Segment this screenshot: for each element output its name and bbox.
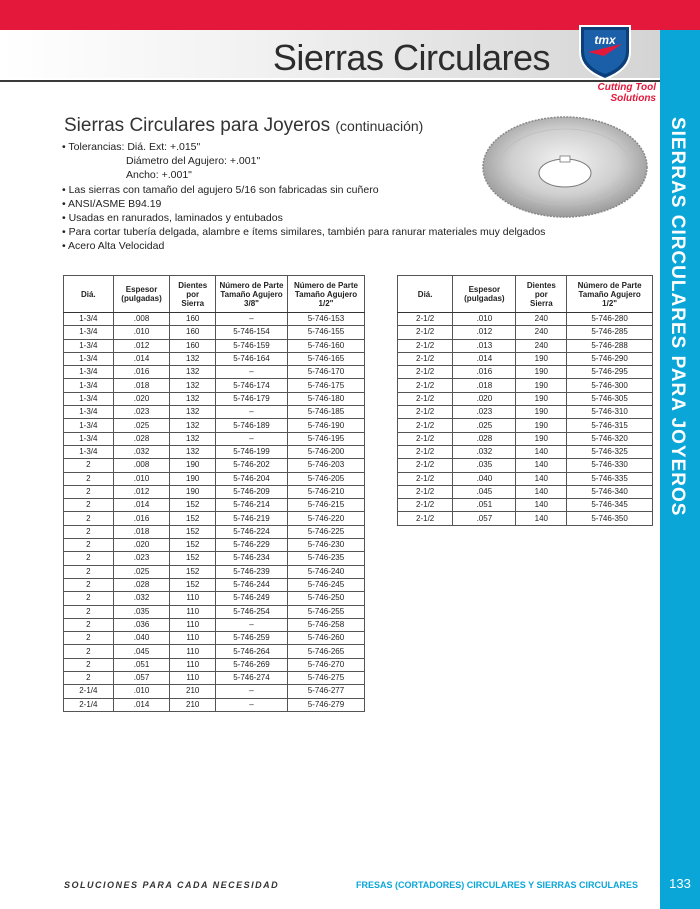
brand-logo bbox=[574, 22, 636, 80]
table-cell: 2 bbox=[64, 605, 114, 618]
table-cell: 190 bbox=[516, 379, 567, 392]
bullet-item: • Usadas en ranurados, laminados y entubados bbox=[62, 212, 283, 225]
table-cell: 160 bbox=[170, 339, 216, 352]
table-cell: 190 bbox=[170, 459, 216, 472]
table-row bbox=[398, 326, 653, 339]
table-cell: 5-746-179 bbox=[216, 392, 288, 405]
table-cell: .016 bbox=[113, 366, 170, 379]
table-cell: 5-746-200 bbox=[287, 445, 364, 458]
table-cell: .028 bbox=[113, 578, 170, 591]
table-cell: .014 bbox=[113, 499, 170, 512]
table-cell: 5-746-290 bbox=[567, 352, 653, 365]
col-header-part-38: Número de Parte Tamaño Agujero 3/8" bbox=[216, 276, 288, 313]
table-cell: 110 bbox=[170, 672, 216, 685]
table-cell: 5-746-335 bbox=[567, 472, 653, 485]
table-cell: 2-1/2 bbox=[398, 326, 453, 339]
table-cell: 5-746-210 bbox=[287, 485, 364, 498]
table-cell: .051 bbox=[113, 658, 170, 671]
table-cell: 5-746-325 bbox=[567, 445, 653, 458]
table-cell: 5-746-154 bbox=[216, 326, 288, 339]
table-cell: – bbox=[216, 313, 288, 326]
table-row bbox=[64, 632, 365, 645]
table-cell: 2 bbox=[64, 539, 114, 552]
table-cell: 110 bbox=[170, 605, 216, 618]
table-cell: 2 bbox=[64, 645, 114, 658]
table-cell: 5-746-239 bbox=[216, 565, 288, 578]
table-row bbox=[398, 406, 653, 419]
col-header-part-12: Número de Parte Tamaño Agujero 1/2" bbox=[287, 276, 364, 313]
table-cell: .010 bbox=[113, 326, 170, 339]
table-cell: 5-746-264 bbox=[216, 645, 288, 658]
table-cell: 5-746-244 bbox=[216, 578, 288, 591]
table-cell: 1-3/4 bbox=[64, 326, 114, 339]
table-row bbox=[398, 379, 653, 392]
table-cell: .032 bbox=[113, 445, 170, 458]
table-cell: .025 bbox=[113, 565, 170, 578]
table-cell: 5-746-219 bbox=[216, 512, 288, 525]
table-cell: 2-1/4 bbox=[64, 698, 114, 711]
table-row bbox=[398, 313, 653, 326]
col-header-dientes: Dientes por Sierra bbox=[516, 276, 567, 313]
table-cell: 190 bbox=[170, 472, 216, 485]
table-cell: 140 bbox=[516, 485, 567, 498]
table-row bbox=[64, 392, 365, 405]
bullet-item: • Para cortar tubería delgada, alambre e ítems similares, también para ranurar materiales muy delgados bbox=[62, 226, 546, 239]
table-cell: 5-746-280 bbox=[567, 313, 653, 326]
bullet-tolerance-width: Ancho: +.001" bbox=[126, 169, 192, 182]
table-row bbox=[64, 685, 365, 698]
table-row bbox=[64, 313, 365, 326]
table-cell: 2 bbox=[64, 632, 114, 645]
table-cell: 240 bbox=[516, 339, 567, 352]
table-cell: 152 bbox=[170, 578, 216, 591]
table-cell: 5-746-265 bbox=[287, 645, 364, 658]
table-cell: .010 bbox=[113, 472, 170, 485]
table-cell: 5-746-202 bbox=[216, 459, 288, 472]
table-row bbox=[398, 512, 653, 525]
table-row bbox=[398, 366, 653, 379]
table-cell: 5-746-305 bbox=[567, 392, 653, 405]
table-cell: 1-3/4 bbox=[64, 445, 114, 458]
table-cell: 5-746-235 bbox=[287, 552, 364, 565]
table-body-left bbox=[64, 313, 365, 712]
table-cell: .018 bbox=[453, 379, 516, 392]
table-cell: 2 bbox=[64, 672, 114, 685]
table-row bbox=[64, 419, 365, 432]
brand-logo-text: tmx bbox=[594, 33, 616, 47]
table-cell: 2 bbox=[64, 472, 114, 485]
table-cell: 1-3/4 bbox=[64, 366, 114, 379]
table-row bbox=[398, 339, 653, 352]
table-cell: .023 bbox=[113, 406, 170, 419]
table-row bbox=[64, 565, 365, 578]
table-cell: 2-1/2 bbox=[398, 379, 453, 392]
table-row bbox=[64, 525, 365, 538]
table-cell: 5-746-330 bbox=[567, 459, 653, 472]
table-cell: 5-746-234 bbox=[216, 552, 288, 565]
table-cell: 5-746-315 bbox=[567, 419, 653, 432]
table-cell: 5-746-209 bbox=[216, 485, 288, 498]
table-cell: 1-3/4 bbox=[64, 339, 114, 352]
table-row bbox=[64, 578, 365, 591]
table-cell: .025 bbox=[113, 419, 170, 432]
table-cell: 152 bbox=[170, 525, 216, 538]
table-cell: 1-3/4 bbox=[64, 352, 114, 365]
table-cell: 5-746-165 bbox=[287, 352, 364, 365]
table-cell: – bbox=[216, 406, 288, 419]
table-cell: 2 bbox=[64, 592, 114, 605]
table-cell: 5-746-288 bbox=[567, 339, 653, 352]
table-cell: 5-746-155 bbox=[287, 326, 364, 339]
table-row bbox=[398, 392, 653, 405]
circular-saw-image bbox=[480, 115, 650, 220]
table-cell: 190 bbox=[516, 352, 567, 365]
table-row bbox=[398, 459, 653, 472]
table-cell: 1-3/4 bbox=[64, 313, 114, 326]
table-cell: 2 bbox=[64, 512, 114, 525]
table-cell: 2 bbox=[64, 658, 114, 671]
table-cell: .018 bbox=[113, 525, 170, 538]
table-cell: 2-1/2 bbox=[398, 512, 453, 525]
table-cell: 190 bbox=[516, 406, 567, 419]
table-cell: 140 bbox=[516, 512, 567, 525]
table-cell: 5-746-254 bbox=[216, 605, 288, 618]
table-cell: 152 bbox=[170, 512, 216, 525]
table-cell: .020 bbox=[113, 539, 170, 552]
table-cell: .057 bbox=[453, 512, 516, 525]
table-row bbox=[64, 539, 365, 552]
table-cell: 5-746-285 bbox=[567, 326, 653, 339]
table-cell: .023 bbox=[453, 406, 516, 419]
table-row bbox=[398, 419, 653, 432]
table-cell: .010 bbox=[113, 685, 170, 698]
table-cell: 2-1/4 bbox=[64, 685, 114, 698]
table-cell: 5-746-180 bbox=[287, 392, 364, 405]
table-cell: 132 bbox=[170, 379, 216, 392]
table-header-row bbox=[64, 276, 365, 313]
table-cell: 5-746-260 bbox=[287, 632, 364, 645]
table-cell: 5-746-300 bbox=[567, 379, 653, 392]
table-row bbox=[64, 658, 365, 671]
table-cell: 240 bbox=[516, 326, 567, 339]
table-cell: 1-3/4 bbox=[64, 406, 114, 419]
table-cell: .045 bbox=[113, 645, 170, 658]
table-cell: 5-746-350 bbox=[567, 512, 653, 525]
table-cell: 5-746-277 bbox=[287, 685, 364, 698]
table-cell: .014 bbox=[453, 352, 516, 365]
table-cell: 2-1/2 bbox=[398, 352, 453, 365]
footer-section-title: FRESAS (CORTADORES) CIRCULARES Y SIERRAS CIRCULARES bbox=[355, 880, 638, 890]
table-cell: 2-1/2 bbox=[398, 432, 453, 445]
header-divider bbox=[0, 80, 660, 82]
table-cell: 5-746-164 bbox=[216, 352, 288, 365]
bullet-tolerance-hole: Diámetro del Agujero: +.001" bbox=[126, 155, 261, 168]
table-cell: 152 bbox=[170, 565, 216, 578]
table-cell: 2 bbox=[64, 485, 114, 498]
table-cell: 5-746-279 bbox=[287, 698, 364, 711]
table-cell: .018 bbox=[113, 379, 170, 392]
table-cell: 5-746-153 bbox=[287, 313, 364, 326]
table-cell: 2-1/2 bbox=[398, 499, 453, 512]
table-cell: 2-1/2 bbox=[398, 419, 453, 432]
table-cell: 5-746-185 bbox=[287, 406, 364, 419]
saw-spec-table-right bbox=[397, 275, 653, 526]
table-cell: .020 bbox=[453, 392, 516, 405]
brand-tagline bbox=[566, 82, 656, 104]
table-cell: 5-746-225 bbox=[287, 525, 364, 538]
table-row bbox=[64, 432, 365, 445]
table-cell: 5-746-310 bbox=[567, 406, 653, 419]
table-cell: 190 bbox=[516, 392, 567, 405]
table-cell: 5-746-175 bbox=[287, 379, 364, 392]
table-cell: 210 bbox=[170, 685, 216, 698]
table-cell: .036 bbox=[113, 618, 170, 631]
table-cell: 1-3/4 bbox=[64, 392, 114, 405]
table-cell: 2-1/2 bbox=[398, 392, 453, 405]
side-section-label: SIERRAS CIRCULARES PARA JOYEROS bbox=[667, 117, 688, 517]
table-row bbox=[398, 445, 653, 458]
page-number: 133 bbox=[669, 876, 691, 891]
col-header-dia: Diá. bbox=[64, 276, 114, 313]
table-cell: 1-3/4 bbox=[64, 432, 114, 445]
table-cell: 5-746-258 bbox=[287, 618, 364, 631]
table-row bbox=[64, 672, 365, 685]
table-row bbox=[64, 698, 365, 711]
table-row bbox=[64, 485, 365, 498]
table-cell: 5-746-204 bbox=[216, 472, 288, 485]
table-cell: 5-746-269 bbox=[216, 658, 288, 671]
table-cell: 190 bbox=[516, 432, 567, 445]
table-cell: 5-746-250 bbox=[287, 592, 364, 605]
table-row bbox=[64, 512, 365, 525]
table-cell: 5-746-203 bbox=[287, 459, 364, 472]
table-row bbox=[398, 499, 653, 512]
table-cell: 2 bbox=[64, 618, 114, 631]
table-cell: .023 bbox=[113, 552, 170, 565]
table-cell: 5-746-199 bbox=[216, 445, 288, 458]
table-cell: .012 bbox=[453, 326, 516, 339]
table-cell: 132 bbox=[170, 366, 216, 379]
table-cell: 2-1/2 bbox=[398, 406, 453, 419]
table-cell: 5-746-205 bbox=[287, 472, 364, 485]
table-cell: 2 bbox=[64, 499, 114, 512]
table-cell: – bbox=[216, 685, 288, 698]
table-row bbox=[64, 552, 365, 565]
table-row bbox=[398, 485, 653, 498]
table-cell: 5-746-320 bbox=[567, 432, 653, 445]
table-cell: 210 bbox=[170, 698, 216, 711]
table-cell: 190 bbox=[516, 419, 567, 432]
table-cell: .014 bbox=[113, 352, 170, 365]
brand-tagline-line2: Solutions bbox=[610, 93, 656, 104]
table-cell: 110 bbox=[170, 658, 216, 671]
table-cell: 110 bbox=[170, 592, 216, 605]
page-title: Sierras Circulares bbox=[272, 37, 550, 78]
col-header-espesor: Espesor (pulgadas) bbox=[453, 276, 516, 313]
table-cell: .057 bbox=[113, 672, 170, 685]
table-cell: .040 bbox=[113, 632, 170, 645]
table-cell: 110 bbox=[170, 632, 216, 645]
table-cell: 1-3/4 bbox=[64, 379, 114, 392]
table-cell: .016 bbox=[113, 512, 170, 525]
table-cell: 5-746-274 bbox=[216, 672, 288, 685]
table-cell: 5-746-190 bbox=[287, 419, 364, 432]
table-cell: 132 bbox=[170, 432, 216, 445]
table-cell: – bbox=[216, 432, 288, 445]
section-title bbox=[64, 115, 423, 137]
bullet-item: • Las sierras con tamaño del agujero 5/16 son fabricadas sin cuñero bbox=[62, 183, 379, 196]
table-cell: 5-746-195 bbox=[287, 432, 364, 445]
table-cell: 132 bbox=[170, 406, 216, 419]
table-cell: 160 bbox=[170, 313, 216, 326]
table-cell: 5-746-255 bbox=[287, 605, 364, 618]
table-cell: .032 bbox=[453, 445, 516, 458]
table-row bbox=[64, 592, 365, 605]
brand-tagline-line1: Cutting Tool bbox=[597, 82, 656, 93]
table-cell: 2-1/2 bbox=[398, 472, 453, 485]
table-row bbox=[64, 472, 365, 485]
table-cell: 240 bbox=[516, 313, 567, 326]
table-row bbox=[398, 472, 653, 485]
table-cell: 132 bbox=[170, 419, 216, 432]
table-cell: 5-746-245 bbox=[287, 578, 364, 591]
table-row bbox=[64, 379, 365, 392]
table-cell: 5-746-215 bbox=[287, 499, 364, 512]
table-cell: .045 bbox=[453, 485, 516, 498]
spec-bullet-list bbox=[62, 140, 545, 254]
table-cell: .008 bbox=[113, 313, 170, 326]
table-cell: .013 bbox=[453, 339, 516, 352]
table-cell: 5-746-174 bbox=[216, 379, 288, 392]
table-cell: 2 bbox=[64, 525, 114, 538]
table-cell: 140 bbox=[516, 499, 567, 512]
table-cell: .028 bbox=[453, 432, 516, 445]
table-cell: 1-3/4 bbox=[64, 419, 114, 432]
table-cell: 5-746-224 bbox=[216, 525, 288, 538]
table-cell: .016 bbox=[453, 366, 516, 379]
table-cell: 2-1/2 bbox=[398, 445, 453, 458]
table-row bbox=[398, 352, 653, 365]
table-row bbox=[64, 605, 365, 618]
table-cell: 2-1/2 bbox=[398, 313, 453, 326]
table-cell: 140 bbox=[516, 459, 567, 472]
table-cell: 190 bbox=[170, 485, 216, 498]
table-row bbox=[64, 339, 365, 352]
table-cell: .008 bbox=[113, 459, 170, 472]
table-cell: 2-1/2 bbox=[398, 339, 453, 352]
bullet-tolerances: • Tolerancias: Diá. Ext: +.015" bbox=[62, 141, 201, 153]
table-cell: 2-1/2 bbox=[398, 459, 453, 472]
table-row bbox=[64, 499, 365, 512]
table-cell: 5-746-214 bbox=[216, 499, 288, 512]
table-row bbox=[64, 352, 365, 365]
table-cell: 5-746-259 bbox=[216, 632, 288, 645]
table-cell: 5-746-240 bbox=[287, 565, 364, 578]
table-row bbox=[64, 618, 365, 631]
table-cell: 152 bbox=[170, 552, 216, 565]
footer-tagline: SOLUCIONES PARA CADA NECESIDAD bbox=[64, 880, 280, 890]
table-cell: 5-746-220 bbox=[287, 512, 364, 525]
col-header-dientes: Dientes por Sierra bbox=[170, 276, 216, 313]
table-cell: 5-746-160 bbox=[287, 339, 364, 352]
table-cell: 132 bbox=[170, 445, 216, 458]
table-row bbox=[398, 432, 653, 445]
table-cell: 5-746-159 bbox=[216, 339, 288, 352]
table-cell: 5-746-170 bbox=[287, 366, 364, 379]
table-row bbox=[64, 645, 365, 658]
table-cell: 110 bbox=[170, 618, 216, 631]
table-cell: 2 bbox=[64, 565, 114, 578]
table-row bbox=[64, 326, 365, 339]
bullet-item: • Acero Alta Velocidad bbox=[62, 240, 165, 253]
table-cell: – bbox=[216, 366, 288, 379]
table-cell: 132 bbox=[170, 392, 216, 405]
table-row bbox=[64, 366, 365, 379]
table-row bbox=[64, 406, 365, 419]
table-cell: 5-746-189 bbox=[216, 419, 288, 432]
col-header-dia: Diá. bbox=[398, 276, 453, 313]
bullet-item: • ANSI/ASME B94.19 bbox=[62, 197, 162, 210]
table-cell: 190 bbox=[516, 366, 567, 379]
table-cell: – bbox=[216, 618, 288, 631]
table-cell: 140 bbox=[516, 445, 567, 458]
table-row bbox=[64, 459, 365, 472]
table-cell: .010 bbox=[453, 313, 516, 326]
table-cell: 160 bbox=[170, 326, 216, 339]
table-cell: – bbox=[216, 698, 288, 711]
table-body-right bbox=[398, 313, 653, 526]
table-cell: 2 bbox=[64, 459, 114, 472]
table-cell: .035 bbox=[113, 605, 170, 618]
table-cell: 5-746-230 bbox=[287, 539, 364, 552]
table-cell: 5-746-249 bbox=[216, 592, 288, 605]
table-cell: 5-746-229 bbox=[216, 539, 288, 552]
table-cell: .032 bbox=[113, 592, 170, 605]
table-cell: .035 bbox=[453, 459, 516, 472]
section-title-subtitle: (continuación) bbox=[335, 118, 424, 134]
table-cell: 5-746-345 bbox=[567, 499, 653, 512]
table-cell: 2 bbox=[64, 578, 114, 591]
table-cell: .051 bbox=[453, 499, 516, 512]
table-cell: 110 bbox=[170, 645, 216, 658]
col-header-espesor: Espesor (pulgadas) bbox=[113, 276, 170, 313]
saw-spec-table-left bbox=[63, 275, 365, 712]
table-cell: .012 bbox=[113, 339, 170, 352]
table-header-row bbox=[398, 276, 653, 313]
table-cell: .020 bbox=[113, 392, 170, 405]
table-cell: 5-746-270 bbox=[287, 658, 364, 671]
table-cell: .025 bbox=[453, 419, 516, 432]
table-cell: 5-746-340 bbox=[567, 485, 653, 498]
table-cell: 132 bbox=[170, 352, 216, 365]
table-row bbox=[64, 445, 365, 458]
table-cell: 152 bbox=[170, 539, 216, 552]
table-cell: 5-746-275 bbox=[287, 672, 364, 685]
table-cell: .014 bbox=[113, 698, 170, 711]
table-cell: .012 bbox=[113, 485, 170, 498]
table-cell: 140 bbox=[516, 472, 567, 485]
section-title-main: Sierras Circulares para Joyeros bbox=[64, 115, 331, 136]
col-header-part-12: Número de Parte Tamaño Agujero 1/2" bbox=[567, 276, 653, 313]
table-cell: .028 bbox=[113, 432, 170, 445]
table-cell: 2-1/2 bbox=[398, 366, 453, 379]
table-cell: .040 bbox=[453, 472, 516, 485]
table-cell: 5-746-295 bbox=[567, 366, 653, 379]
table-cell: 2 bbox=[64, 552, 114, 565]
table-cell: 2-1/2 bbox=[398, 485, 453, 498]
table-cell: 152 bbox=[170, 499, 216, 512]
